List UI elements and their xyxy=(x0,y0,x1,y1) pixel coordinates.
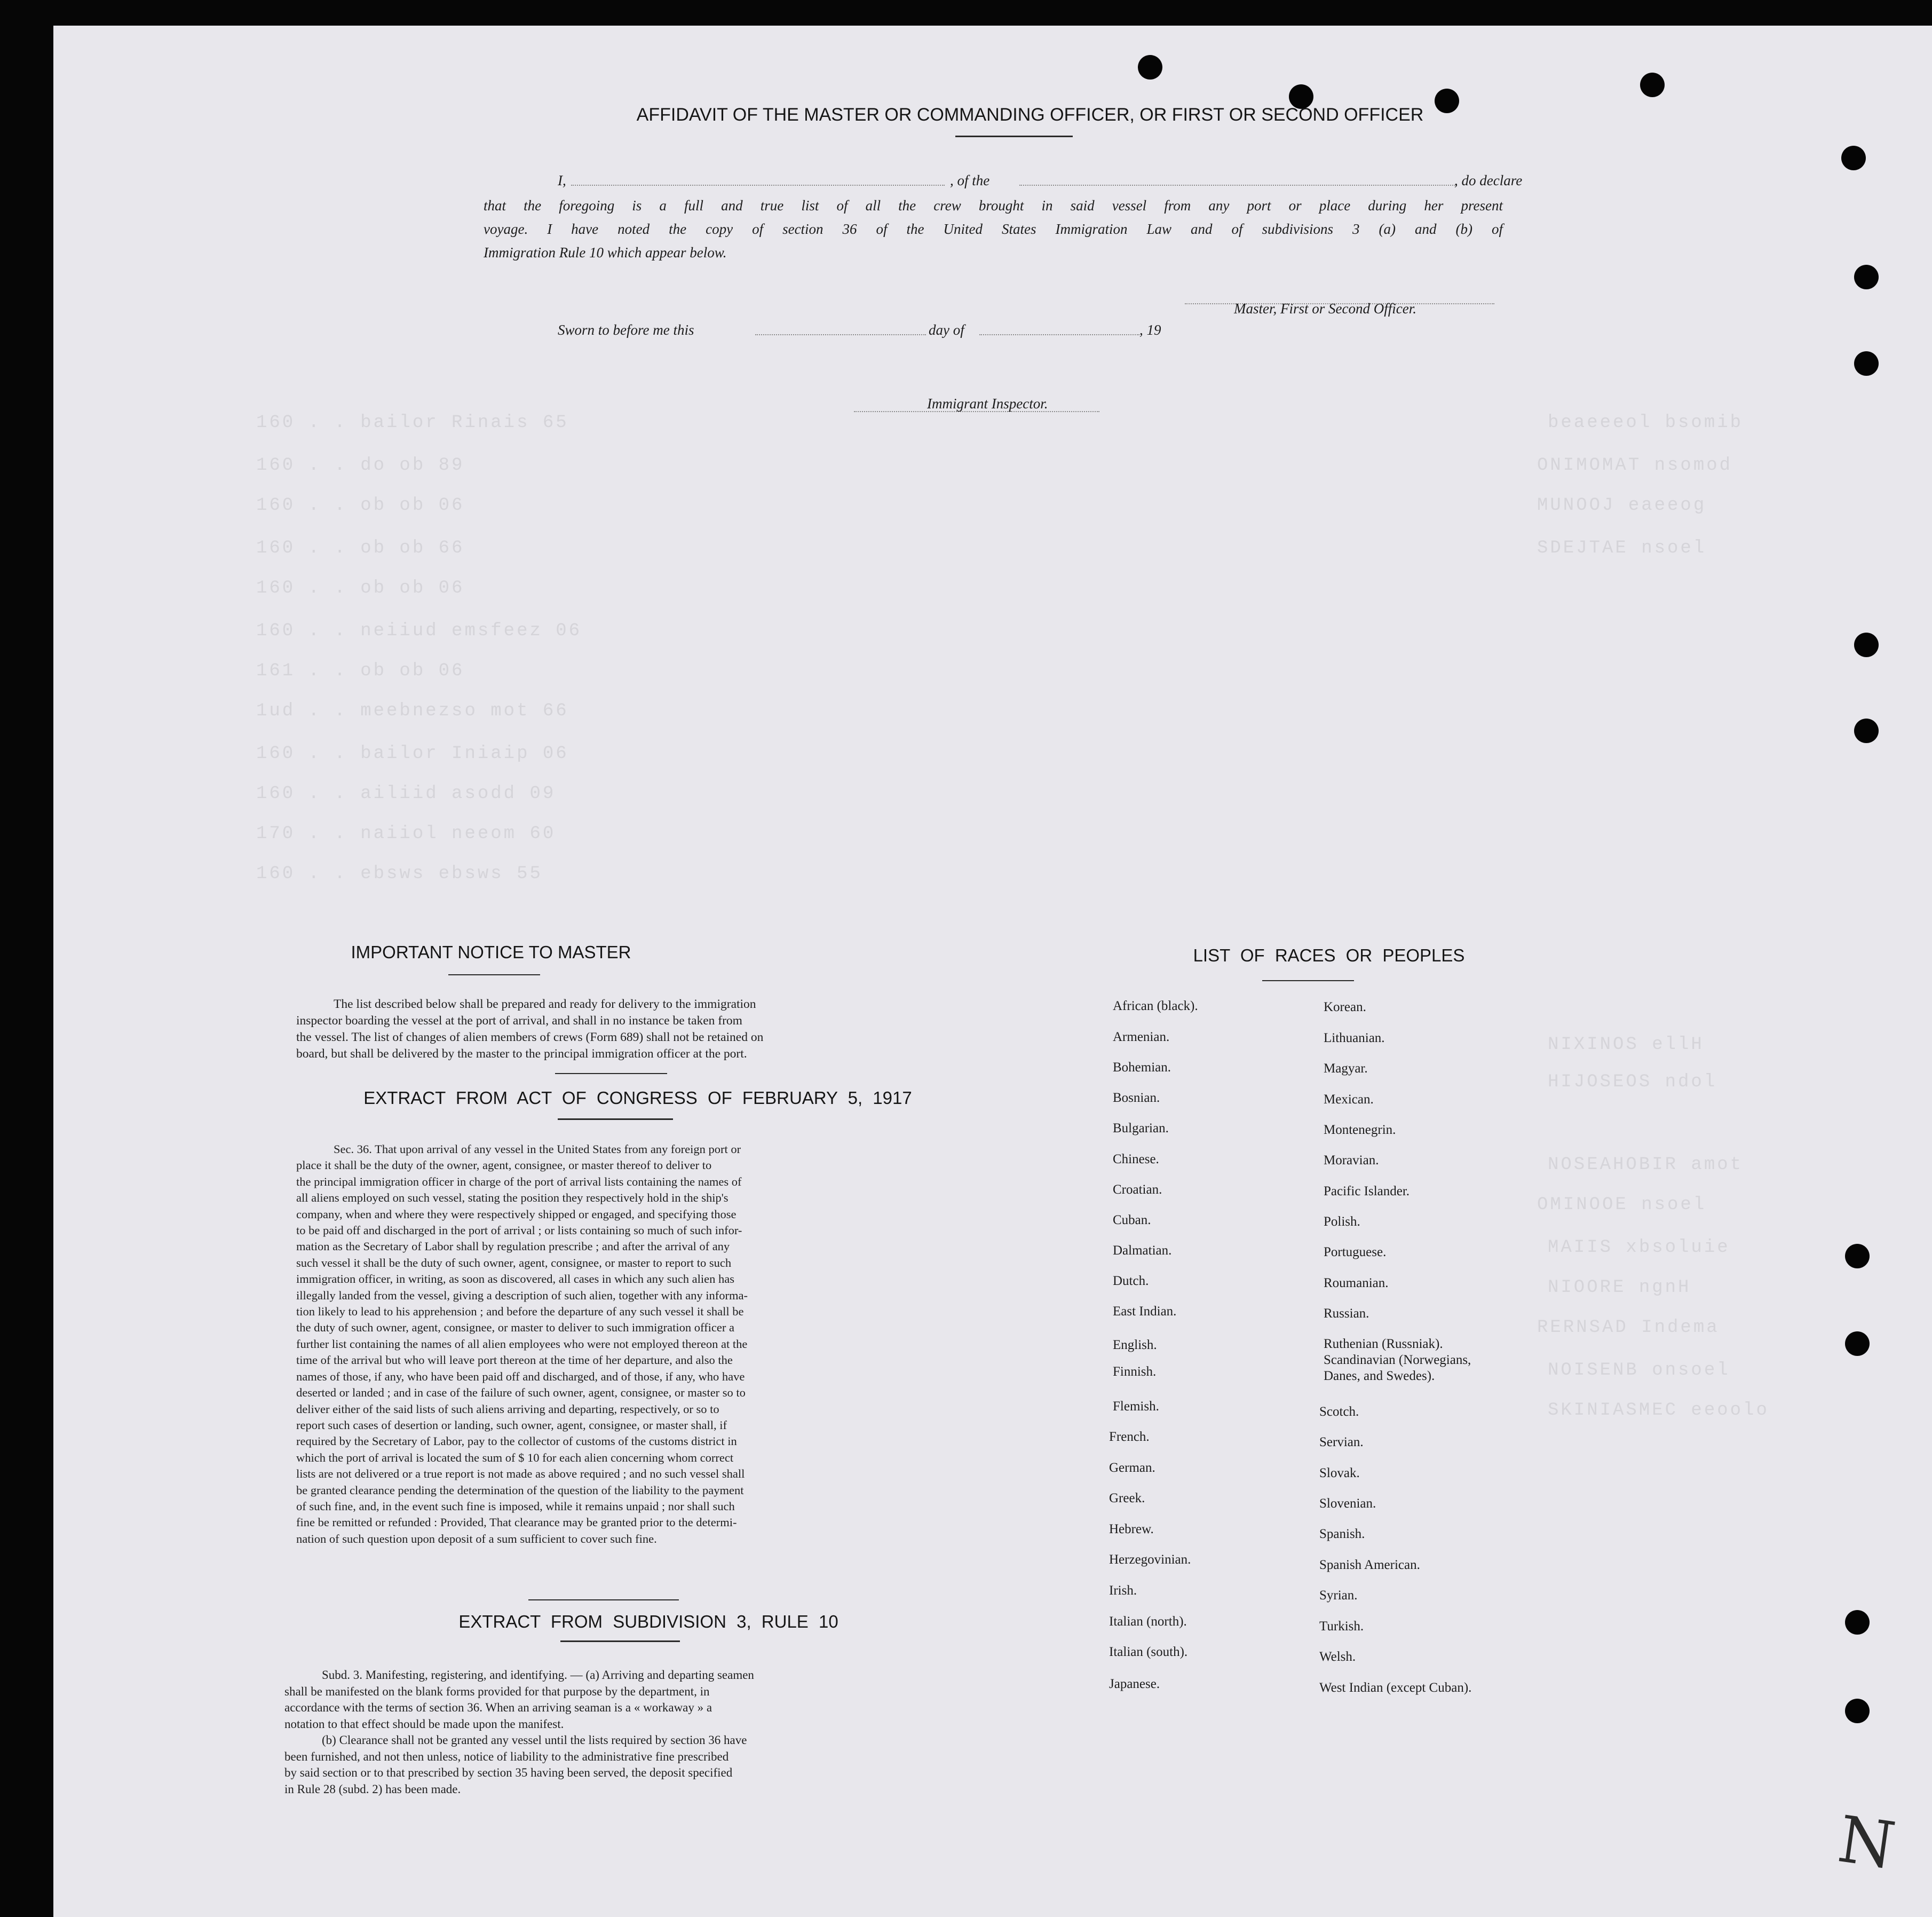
punch-hole xyxy=(1854,265,1879,289)
punch-hole xyxy=(1854,633,1879,657)
act-line: which the port of arrival is located the sum of $ 10 for each alien concerning whom correct xyxy=(296,1450,734,1464)
inspector-label: Immigrant Inspector. xyxy=(927,396,1048,412)
race-item: Scotch. xyxy=(1319,1405,1359,1419)
rule-line: in Rule 28 (subd. 2) has been made. xyxy=(284,1782,461,1796)
race-item: East Indian. xyxy=(1113,1304,1177,1319)
race-item: Lithuanian. xyxy=(1324,1031,1385,1045)
race-item: Spanish. xyxy=(1319,1527,1365,1541)
act-extract-title: EXTRACT FROM ACT OF CONGRESS OF FEBRUARY 5, 1917 xyxy=(363,1088,912,1108)
race-item: Herzegovinian. xyxy=(1109,1552,1191,1567)
race-item: West Indian (except Cuban). xyxy=(1319,1681,1472,1695)
notice-line: inspector boarding the vessel at the port of arrival, and shall in no instance be taken from xyxy=(296,1014,742,1028)
rule-line: accordance with the terms of section 36. When an arriving seaman is a « workaway » a xyxy=(284,1701,712,1714)
punch-hole xyxy=(1138,55,1162,80)
race-item: Hebrew. xyxy=(1109,1522,1154,1536)
race-item: French. xyxy=(1109,1430,1150,1444)
rule-line: by said section or to that prescribed by section 35 having been served, the deposit specified xyxy=(284,1766,733,1779)
act-line: time of the arrival but who will leave port thereon at the time of her departure, and also the xyxy=(296,1353,733,1367)
notice-line: board, but shall be delivered by the master to the principal immigration officer at the port. xyxy=(296,1047,747,1061)
race-item: Slovenian. xyxy=(1319,1496,1376,1511)
act-line: deserted or landed ; and in case of the failure of such owner, agent, consignee, or master so to xyxy=(296,1386,746,1400)
race-item: Roumanian. xyxy=(1324,1276,1389,1290)
rule-extract-body xyxy=(284,1667,975,1797)
punch-hole xyxy=(1841,146,1866,170)
act-line: lists are not delivered or a true report is not made as above required ; and no such vessel shall xyxy=(296,1467,745,1481)
race-item: Bohemian. xyxy=(1113,1060,1171,1075)
race-item: Ruthenian (Russniak). xyxy=(1324,1337,1443,1351)
affidavit-line-3: voyage. I have noted the copy of section 36 of the United States Immigration Law and of subdivisions 3 (a) and (b) of xyxy=(484,221,1503,237)
affidavit-vessel-line xyxy=(1019,185,1457,186)
handwritten-mark: N xyxy=(1833,1802,1900,1884)
act-line: all aliens employed on such vessel, stating the position they respectively hold in the ship's xyxy=(296,1191,729,1205)
race-item: Korean. xyxy=(1324,1000,1366,1014)
race-item: Syrian. xyxy=(1319,1588,1358,1603)
day-of-label: day of xyxy=(929,322,964,338)
race-item: Slovak. xyxy=(1319,1466,1360,1480)
act-line: the principal immigration officer in charge of the port of arrival lists containing the names of xyxy=(296,1174,742,1188)
act-line: the duty of such owner, agent, consignee, or master to deliver to such immigration officer a xyxy=(296,1321,734,1335)
race-item: Dutch. xyxy=(1113,1274,1149,1288)
affidavit-i-label: I, xyxy=(558,172,566,188)
race-item: Croatian. xyxy=(1113,1182,1162,1197)
act-line: immigration officer, in writing, as soon as discovered, all cases in which any such alien has xyxy=(296,1272,734,1286)
act-line: tion likely to lead to his apprehension ; and before the departure of any such vessel it shall be xyxy=(296,1305,744,1319)
punch-hole xyxy=(1854,719,1879,743)
rule-extract-title-rule xyxy=(560,1640,680,1642)
act-line: company, when and where they were respectively shipped or engaged, and specifying those xyxy=(296,1207,737,1221)
race-item: Greek. xyxy=(1109,1491,1145,1505)
race-item: Bosnian. xyxy=(1113,1091,1160,1105)
race-item: German. xyxy=(1109,1461,1155,1475)
rule-line: Subd. 3. Manifesting, registering, and identifying. — (a) Arriving and departing seamen xyxy=(322,1668,754,1682)
act-line: names of those, if any, who have been paid off and discharged, and of those, if any, who have xyxy=(296,1369,745,1383)
race-item: Cuban. xyxy=(1113,1213,1151,1227)
act-line: deliver either of the said lists of such aliens arriving and departing, respectively, or so to xyxy=(296,1402,719,1416)
affidavit-of-the-label: , of the xyxy=(950,172,990,188)
document-page: 160 . . bailor Rinais 65 160 . . do ob 89 160 . . ob ob 06 160 . . ob ob 66 160 . . ob ob 06 160 . . neiiud emsfeez 06 161 . . ob ob 06 1ud . . meebnezso mot 66 160 . . bailor Iniaip 06 160 . . ailiid asodd 09 170 . . naiiol neeom 60 160 . . ebsws ebsws 55 beaeeeol bsomib ONIMOMAT nsomod MUNOOJ eaeeog SDEJTAE nsoel NIXINOS ellH HIJOSEOS ndol NOSEAHOBIR amot OMINOOE nsoel MAIIS xbsoluie NIOORE ngnH RERNSAD Indema NOISENB onsoel SKINIASMEC eeoolo AFFIDAVIT OF THE MASTER OR COMMANDING OFFICER, OR FIRST OR SECOND OFFICER I, , of the , do declare that the foregoing is a full and true list of all the crew brought in said vessel from any port or place during her present voyage. I have noted the copy of section 36 of the United States Immigration Law and of subdivisions 3 (a) and (b) of Immigration Rule 10 which appear below. Master, First or Second Officer. Sworn to before me this day of , 19 Immigrant Inspector. IMPORTANT NOTICE TO MASTER The list described below shall be prepared and ready for delivery to the immigration inspector boarding the vessel at the port of arrival, and shall in no instance be taken from the vessel. The list of changes of alien members of crews (Form 689) shall not be retained on board, but shall be delivered by the master to the principal immigration officer at the port. EXTRACT FROM ACT OF CONGRESS OF FEBRUARY 5, 1917 Sec. 36. That upon arrival of any vessel in the United States from any foreign port or place it shall be the duty of the owner, agent, consignee, or master thereof to deliver to the principal immigration officer in charge of the port of arrival lists containing the names of all aliens employed on such vessel, stating the position they respectively hold in the ship's company, when and where they were respectively shipped or engaged, and specifying those to be paid off and discharged in the port of arrival ; or lists containing so much of such infor- mation as the Secretary of Labor shall by regulation prescribe ; and after the arrival of any such vessel it shall be the duty of such owner, agent, consignee, or master to report to such immigration officer, in writing, as soon as discovered, all cases in which any such alien has illegally landed from the vessel, giving a description of such alien, together with any informa- tion likely to lead to his apprehension ; and before the departure of any such vessel it shall be the duty of such owner, agent, consignee, or master to deliver to such immigration officer a further list containing the names of all alien employees who were not employed thereon at the time of the arrival but who will leave port thereon at the time of her departure, and also the names of those, if any, who have been paid off and discharged, and of those, if any, who have deserted or landed ; and in case of the failure of such owner, agent, consignee, or master so to deliver either of the said lists of such aliens arriving and departing, respectively, or so to report such cases of desertion or landing, such owner, agent, consignee, or master shall, if required by the Secretary of Labor, pay to the collector of customs of the customs district in which the port of arrival is located the sum of $ 10 for each alien concerning whom correct lists are not delivered or a true report is not made as above required ; and no such vessel shall be granted clearance pending the determination of the question of the liability to the payment of such fine, and, in the event such fine is imposed, while it remains unpaid ; nor shall such fine be remitted or refunded : Provided, That clearance may be granted prior to the determi- nation of such question upon deposit of a sum sufficient to cover such fine. EXTRACT FROM SUBDIVISION 3, RULE 10 Subd. 3. Manifesting, registering, and identifying. — (a) Arriving and departing seamen shall be manifested on the blank forms provided for that purpose by the department, in accordance with the terms of section 36. When an arriving seaman is a « workaway » a notation to that effect should be made upon the manifest. (b) Clearance shall not be granted any vessel until the lists required by section 36 have been furnished, and not then unless, notice of liability to the administrative fine prescribed by said section or to that prescribed by section 35 having been served, the deposit specified in Rule 28 (subd. 2) has been made. LIST OF RACES OR PEOPLES African (black). Armenian. Bohemian. Bosnian. Bulgarian. Chinese. Croatian. Cuban. Dalmatian. Dutch. East Indian. English. Finnish. Flemish. French. German. Greek. Hebrew. Herzegovinian. Irish. Italian (north). Italian (south). Japanese. Korean. Lithuanian. Magyar. Mexican. Montenegrin. Moravian. Pacific Islander. Polish. Portuguese. Roumanian. Russian. Ruthenian (Russniak). Scandinavian (Norwegians, Danes, and Swedes). Scotch. Servian. Slovak. Slovenian. Spanish. Spanish American. Syrian. Turkish. Welsh. West Indian (except Cuban). N xyxy=(53,26,1932,1917)
notice-line: The list described below shall be prepared and ready for delivery to the immigration xyxy=(334,997,756,1011)
punch-hole xyxy=(1845,1244,1870,1268)
affidavit-name-line xyxy=(571,185,945,186)
act-line: further list containing the names of all alien employees who were not employed thereon at the xyxy=(296,1337,748,1351)
notice-title: IMPORTANT NOTICE TO MASTER xyxy=(351,942,631,962)
act-extract-title-rule xyxy=(558,1118,673,1120)
race-item: Scandinavian (Norwegians, xyxy=(1324,1353,1471,1367)
sworn-month-line xyxy=(979,334,1139,335)
affidavit-title: AFFIDAVIT OF THE MASTER OR COMMANDING OFFICER, OR FIRST OR SECOND OFFICER xyxy=(636,105,1424,125)
notice-body xyxy=(296,996,986,1062)
notice-end-rule xyxy=(555,1073,667,1074)
races-title: LIST OF RACES OR PEOPLES xyxy=(1193,945,1465,965)
race-item: Moravian. xyxy=(1324,1153,1379,1167)
race-item: Servian. xyxy=(1319,1435,1364,1449)
sworn-label: Sworn to before me this xyxy=(558,322,694,338)
rule-line: (b) Clearance shall not be granted any vessel until the lists required by section 36 have xyxy=(322,1733,747,1747)
race-item: Irish. xyxy=(1109,1583,1137,1598)
act-line: such vessel it shall be the duty of such owner, agent, consignee, or master to report to such xyxy=(296,1256,732,1269)
punch-hole xyxy=(1854,351,1879,376)
punch-hole xyxy=(1845,1610,1870,1635)
rule-line: been furnished, and not then unless, notice of liability to the administrative fine prescribed xyxy=(284,1749,729,1763)
race-item: Chinese. xyxy=(1113,1152,1159,1166)
act-line: to be paid off and discharged in the port of arrival ; or lists containing so much of such infor- xyxy=(296,1224,742,1237)
act-line: required by the Secretary of Labor, pay to the collector of customs of the customs district in xyxy=(296,1434,737,1448)
race-item: Spanish American. xyxy=(1319,1558,1420,1572)
notice-line: the vessel. The list of changes of alien members of crews (Form 689) shall not be retained on xyxy=(296,1030,764,1044)
punch-hole xyxy=(1640,73,1665,97)
act-end-rule xyxy=(528,1599,679,1600)
race-item: Japanese. xyxy=(1109,1677,1160,1691)
race-item: African (black). xyxy=(1113,999,1198,1013)
affidavit-title-rule xyxy=(955,136,1073,137)
act-line: be granted clearance pending the determination of the question of the liability to the payment xyxy=(296,1483,744,1497)
act-line: report such cases of desertion or landing, such owner, agent, consignee, or master shall, if xyxy=(296,1418,727,1432)
rule-line: shall be manifested on the blank forms provided for that purpose by the department, in xyxy=(284,1684,710,1698)
race-item: Italian (north). xyxy=(1109,1614,1187,1629)
race-item: Turkish. xyxy=(1319,1619,1364,1634)
act-line: illegally landed from the vessel, giving a description of such alien, together with any informa- xyxy=(296,1288,748,1302)
punch-hole xyxy=(1845,1699,1870,1723)
race-item: Bulgarian. xyxy=(1113,1121,1169,1135)
races-title-rule xyxy=(1262,980,1354,981)
act-line: of such fine, and, in the event such fine is imposed, while it remains unpaid ; nor shall such xyxy=(296,1499,735,1513)
year-label: , 19 xyxy=(1139,322,1161,338)
act-line: fine be remitted or refunded : Provided, That clearance may be granted prior to the determi- xyxy=(296,1516,737,1529)
race-item: Flemish. xyxy=(1113,1399,1159,1414)
race-item: Montenegrin. xyxy=(1324,1123,1396,1137)
act-line: nation of such question upon deposit of a sum sufficient to cover such fine. xyxy=(296,1532,657,1545)
race-item: Pacific Islander. xyxy=(1324,1184,1410,1198)
rule-extract-title: EXTRACT FROM SUBDIVISION 3, RULE 10 xyxy=(458,1612,838,1631)
affidavit-line-2: that the foregoing is a full and true list of all the crew brought in said vessel from any port or place during her present xyxy=(484,198,1503,214)
notice-title-rule xyxy=(448,974,540,975)
race-item: Polish. xyxy=(1324,1214,1360,1229)
race-item: Magyar. xyxy=(1324,1061,1368,1076)
race-item: Finnish. xyxy=(1113,1364,1157,1379)
race-item: Mexican. xyxy=(1324,1092,1374,1107)
act-extract-body xyxy=(296,1141,985,1547)
sworn-day-line xyxy=(755,334,926,335)
race-item: Armenian. xyxy=(1113,1030,1170,1044)
race-item: Dalmatian. xyxy=(1113,1243,1172,1258)
race-item: English. xyxy=(1113,1338,1157,1352)
affidavit-line-4: Immigration Rule 10 which appear below. xyxy=(484,244,727,261)
race-item: Italian (south). xyxy=(1109,1645,1188,1659)
race-item: Portuguese. xyxy=(1324,1245,1387,1259)
race-item: Welsh. xyxy=(1319,1650,1356,1664)
race-item: Danes, and Swedes). xyxy=(1324,1369,1435,1383)
act-line: mation as the Secretary of Labor shall by regulation prescribe ; and after the arrival of any xyxy=(296,1240,730,1253)
rule-line: notation to that effect should be made upon the manifest. xyxy=(284,1717,564,1731)
act-line: place it shall be the duty of the owner, agent, consignee, or master thereof to deliver to xyxy=(296,1158,712,1172)
affidavit-do-declare: , do declare xyxy=(1454,172,1523,188)
race-item: Russian. xyxy=(1324,1306,1369,1321)
act-line: Sec. 36. That upon arrival of any vessel in the United States from any foreign port or xyxy=(334,1142,741,1156)
punch-hole xyxy=(1845,1331,1870,1356)
signature-label: Master, First or Second Officer. xyxy=(1234,301,1416,317)
